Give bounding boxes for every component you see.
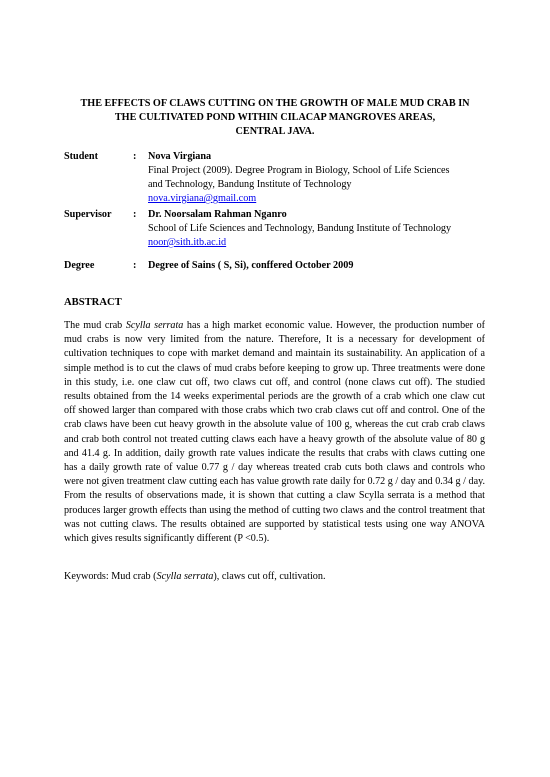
- degree-colon: :: [133, 260, 137, 271]
- supervisor-name: Dr. Noorsalam Rahman Nganro: [148, 209, 287, 220]
- abstract-text-rest: has a high market economic value. However, the production number of mud crabs is now very limited from the nature. Therefore, It is a necessary for development of cultivation techniques to cope with market demand and maintain its sustainability. An application of a simple method is to cut the claws of mud crabs before keeping to grow up. Three treatments were done in this study, i.e. one claw cut off, two claws cut off, and control (none claws cut off). The studied results obtained from the 14 weeks experimental periods are the growth of a crab which one claw cut off showed larger than compared with those crabs which two crab claws cut off and control. One of the crab claws have been cut heavy growth in the absolute value of 100 g, whereas the cut crab crab claws and crab both control not treated cutting claws each have a heavy growth of the absolute value of 80 g and 41.4 g. In addition, daily growth rate values indicate the results that crabs with claws cutting one has a daily growth rate of value 0.77 g / day whereas treated crab cuts both claws and controls who were not given treatment claw cutting each has value growth rate daily for 0.72 g / day and 0.34 g / day. From the results of observations made, it is shown that cutting a claw Scylla serrata is a method that produces larger growth effects than using the method of cutting two claws and the control treatment that was not cutting claws. The results obtained are supported by statistical tests using one way ANOVA which gives results significantly different (P <0.5).: [64, 320, 486, 545]
- abstract-species-name: Scylla serrata: [125, 320, 184, 331]
- student-affiliation-line-1: Final Project (2009). Degree Program in Biology, School of Life Sciences: [148, 165, 450, 176]
- student-affiliation-line-2: and Technology, Bandung Institute of Technology: [148, 179, 352, 190]
- abstract-text-start: The mud crab: [64, 320, 126, 331]
- degree-label: Degree: [64, 260, 95, 271]
- supervisor-label: Supervisor: [64, 209, 112, 220]
- student-name: Nova Virgiana: [148, 151, 212, 162]
- supervisor-affiliation: School of Life Sciences and Technology, Bandung Institute of Technology: [148, 223, 452, 234]
- title-line-1: THE EFFECTS OF CLAWS CUTTING ON THE GROWTH OF MALE MUD CRAB IN: [80, 98, 470, 109]
- student-colon: :: [133, 151, 137, 162]
- student-email-link[interactable]: nova.virgiana@gmail.com: [148, 193, 257, 204]
- keywords-line: [64, 570, 326, 584]
- degree-value: Degree of Sains ( S, Si), conffered October 2009: [148, 260, 354, 271]
- keywords-suffix: ), claws cut off, cultivation.: [213, 571, 326, 582]
- keywords-species: Scylla serrata: [156, 571, 214, 582]
- title-line-3: CENTRAL JAVA.: [235, 126, 315, 137]
- supervisor-email-link[interactable]: noor@sith.itb.ac.id: [148, 237, 227, 248]
- title-line-2: THE CULTIVATED POND WITHIN CILACAP MANGROVES AREAS,: [114, 112, 436, 123]
- keywords-prefix: Keywords: Mud crab (: [64, 571, 157, 582]
- abstract-heading: ABSTRACT: [64, 297, 122, 308]
- student-label: Student: [64, 151, 98, 162]
- abstract-body: [64, 319, 485, 546]
- paper-title: [60, 97, 490, 139]
- supervisor-colon: :: [133, 209, 137, 220]
